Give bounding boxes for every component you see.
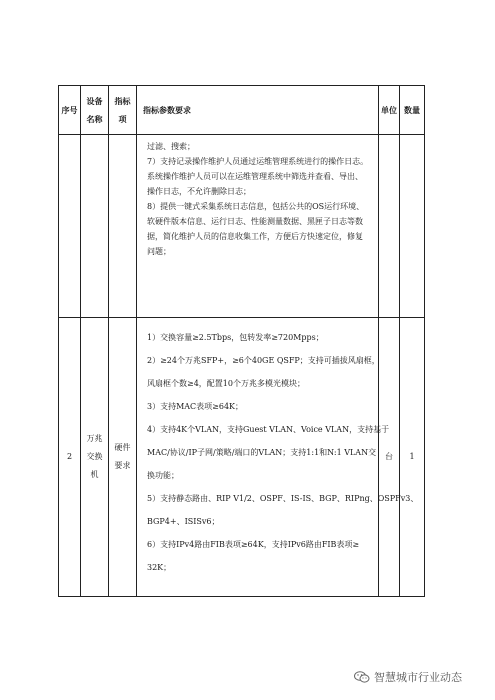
header-requirements: 指标参数要求 bbox=[137, 86, 379, 135]
requirement-line: 软硬件版本信息、运行日志、性能测量数据、黑匣子日志等数 bbox=[147, 217, 363, 226]
wechat-icon bbox=[354, 671, 370, 683]
watermark-text: 智慧城市行业动态 bbox=[374, 671, 462, 684]
requirement-line: 换功能； bbox=[147, 471, 179, 480]
requirement-line: 操作日志，不允许删除日志； bbox=[147, 187, 251, 196]
requirement-line: BGP4+、ISISv6； bbox=[147, 517, 220, 526]
table-row bbox=[59, 318, 425, 597]
requirement-line: 6）支持IPv4路由FIB表项≥64K，支持IPv6路由FIB表项≥ bbox=[147, 540, 360, 549]
cell-unit bbox=[379, 135, 400, 318]
requirement-line: 系统操作维护人员可以在运维管理系统中筛选并查看、导出、 bbox=[147, 172, 363, 181]
requirement-line: 过滤、搜索； bbox=[147, 142, 195, 151]
cell-requirements bbox=[137, 135, 379, 318]
cell-device-name: 万兆 交换 机 bbox=[81, 318, 109, 597]
header-unit: 单位 bbox=[379, 86, 400, 135]
cell-serial-no: 2 bbox=[59, 318, 81, 597]
cell-requirements bbox=[137, 318, 419, 597]
table-row bbox=[59, 135, 425, 318]
header-device-name: 设备 名称 bbox=[81, 86, 109, 135]
requirement-line: 32K； bbox=[147, 563, 172, 572]
requirement-line: 2）≥24个万兆SFP+，≥6个40GE QSFP；支持可插拔风扇框， bbox=[147, 356, 380, 365]
requirement-line: 风扇框个数≥4，配置10个万兆多模光模块； bbox=[147, 379, 305, 388]
cell-unit: 台 bbox=[379, 318, 400, 597]
header-indicator: 指标 项 bbox=[109, 86, 137, 135]
requirement-line: 4）支持4K个VLAN，支持Guest VLAN、Voice VLAN，支持基于 bbox=[147, 425, 390, 434]
requirement-line: 8）提供一键式采集系统日志信息，包括公共的OS运行环境、 bbox=[147, 202, 365, 211]
cell-serial-no bbox=[59, 135, 81, 318]
requirement-line: 1）交换容量≥2.5Tbps，包转发率≥720Mpps； bbox=[147, 333, 324, 342]
header-serial-no: 序号 bbox=[59, 86, 81, 135]
cell-quantity bbox=[400, 135, 425, 318]
header-quantity: 数量 bbox=[400, 86, 425, 135]
requirement-line: MAC/协议/IP子网/策略/端口的VLAN；支持1:1和N:1 VLAN交 bbox=[147, 448, 377, 457]
spec-table bbox=[58, 85, 425, 597]
cell-device-name bbox=[81, 135, 109, 318]
requirement-line: 问题； bbox=[147, 247, 171, 256]
cell-indicator bbox=[109, 135, 137, 318]
cell-indicator: 硬件 要求 bbox=[109, 318, 137, 597]
requirement-line: 3）支持MAC表项≥64K； bbox=[147, 402, 244, 411]
requirement-line: 7）支持记录操作维护人员通过运维管理系统进行的操作日志。 bbox=[147, 157, 369, 166]
requirement-line: 5）支持静态路由、RIP V1/2、OSPF、IS-IS、BGP、RIPng、OSPFv3、 bbox=[147, 494, 419, 503]
cell-quantity: 1 bbox=[400, 318, 425, 597]
watermark bbox=[354, 669, 462, 685]
table-header-row bbox=[59, 86, 425, 135]
requirement-line: 据，简化维护人员的信息收集工作，方便后方快速定位，修复 bbox=[147, 232, 363, 241]
